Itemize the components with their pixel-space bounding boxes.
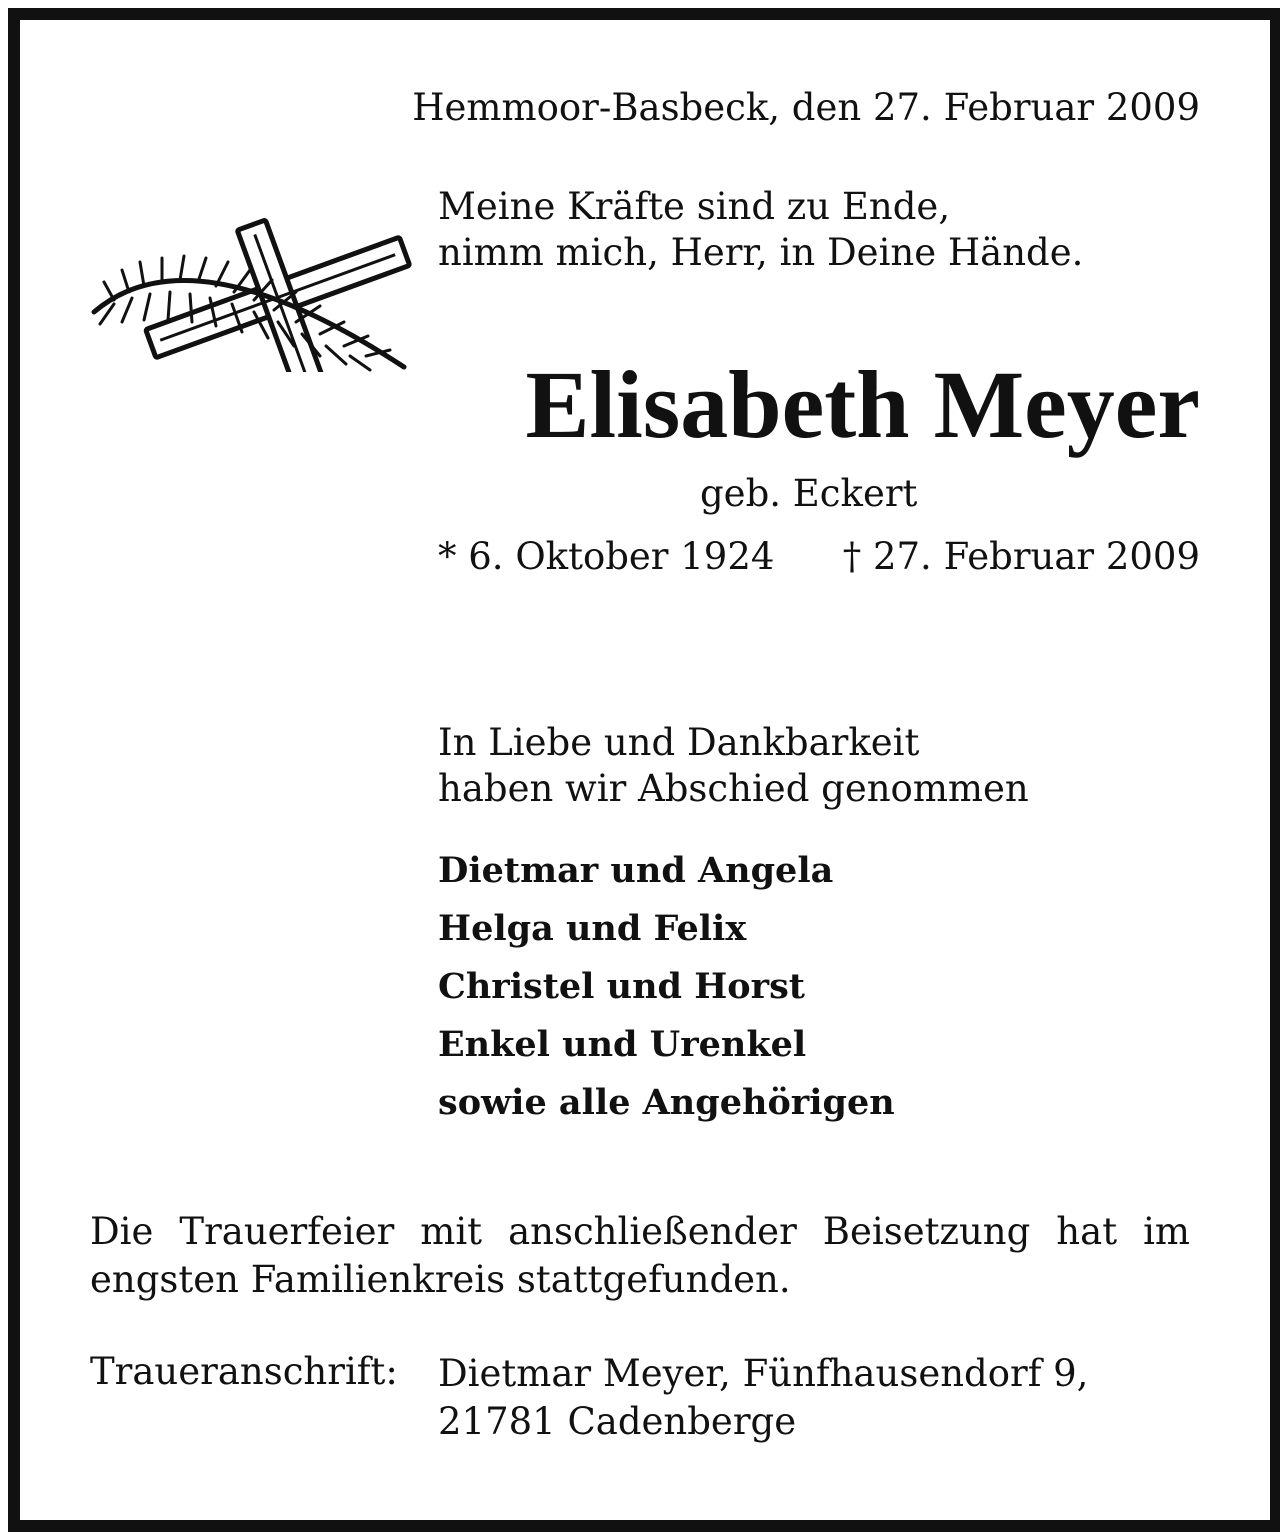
birth-date: * 6. Oktober 1924	[438, 535, 775, 578]
ceremony-note: Die Trauerfeier mit anschließender Beisetzung hat im engsten Familienkreis stattgefunden.	[90, 1210, 1190, 1301]
verse-line: nimm mich, Herr, in Deine Hände.	[438, 231, 1084, 274]
mourner-item: sowie alle Angehörigen	[438, 1082, 895, 1123]
mourner-item: Helga und Felix	[438, 908, 747, 949]
farewell-text	[438, 720, 1029, 812]
address-line: Dietmar Meyer, Fünfhausendorf 9,	[438, 1352, 1089, 1395]
address-label: Traueranschrift:	[90, 1350, 398, 1393]
mourning-address	[438, 1350, 1088, 1446]
farewell-line: haben wir Abschied genommen	[438, 767, 1029, 810]
mourners-list	[438, 842, 895, 1132]
cross-with-palm-icon	[74, 212, 414, 372]
deceased-name: Elisabeth Meyer	[525, 351, 1200, 458]
verse	[438, 184, 1083, 276]
verse-line: Meine Kräfte sind zu Ende,	[438, 185, 951, 228]
maiden-name: geb. Eckert	[700, 472, 918, 515]
mourner-item: Dietmar und Angela	[438, 850, 834, 891]
place-date: Hemmoor-Basbeck, den 27. Februar 2009	[412, 86, 1200, 129]
farewell-line: In Liebe und Dankbarkeit	[438, 721, 920, 764]
obituary-frame	[8, 8, 1280, 1532]
mourner-item: Enkel und Urenkel	[438, 1024, 807, 1065]
mourner-item: Christel und Horst	[438, 966, 805, 1007]
address-line: 21781 Cadenberge	[438, 1400, 797, 1443]
death-date: † 27. Februar 2009	[842, 535, 1200, 578]
